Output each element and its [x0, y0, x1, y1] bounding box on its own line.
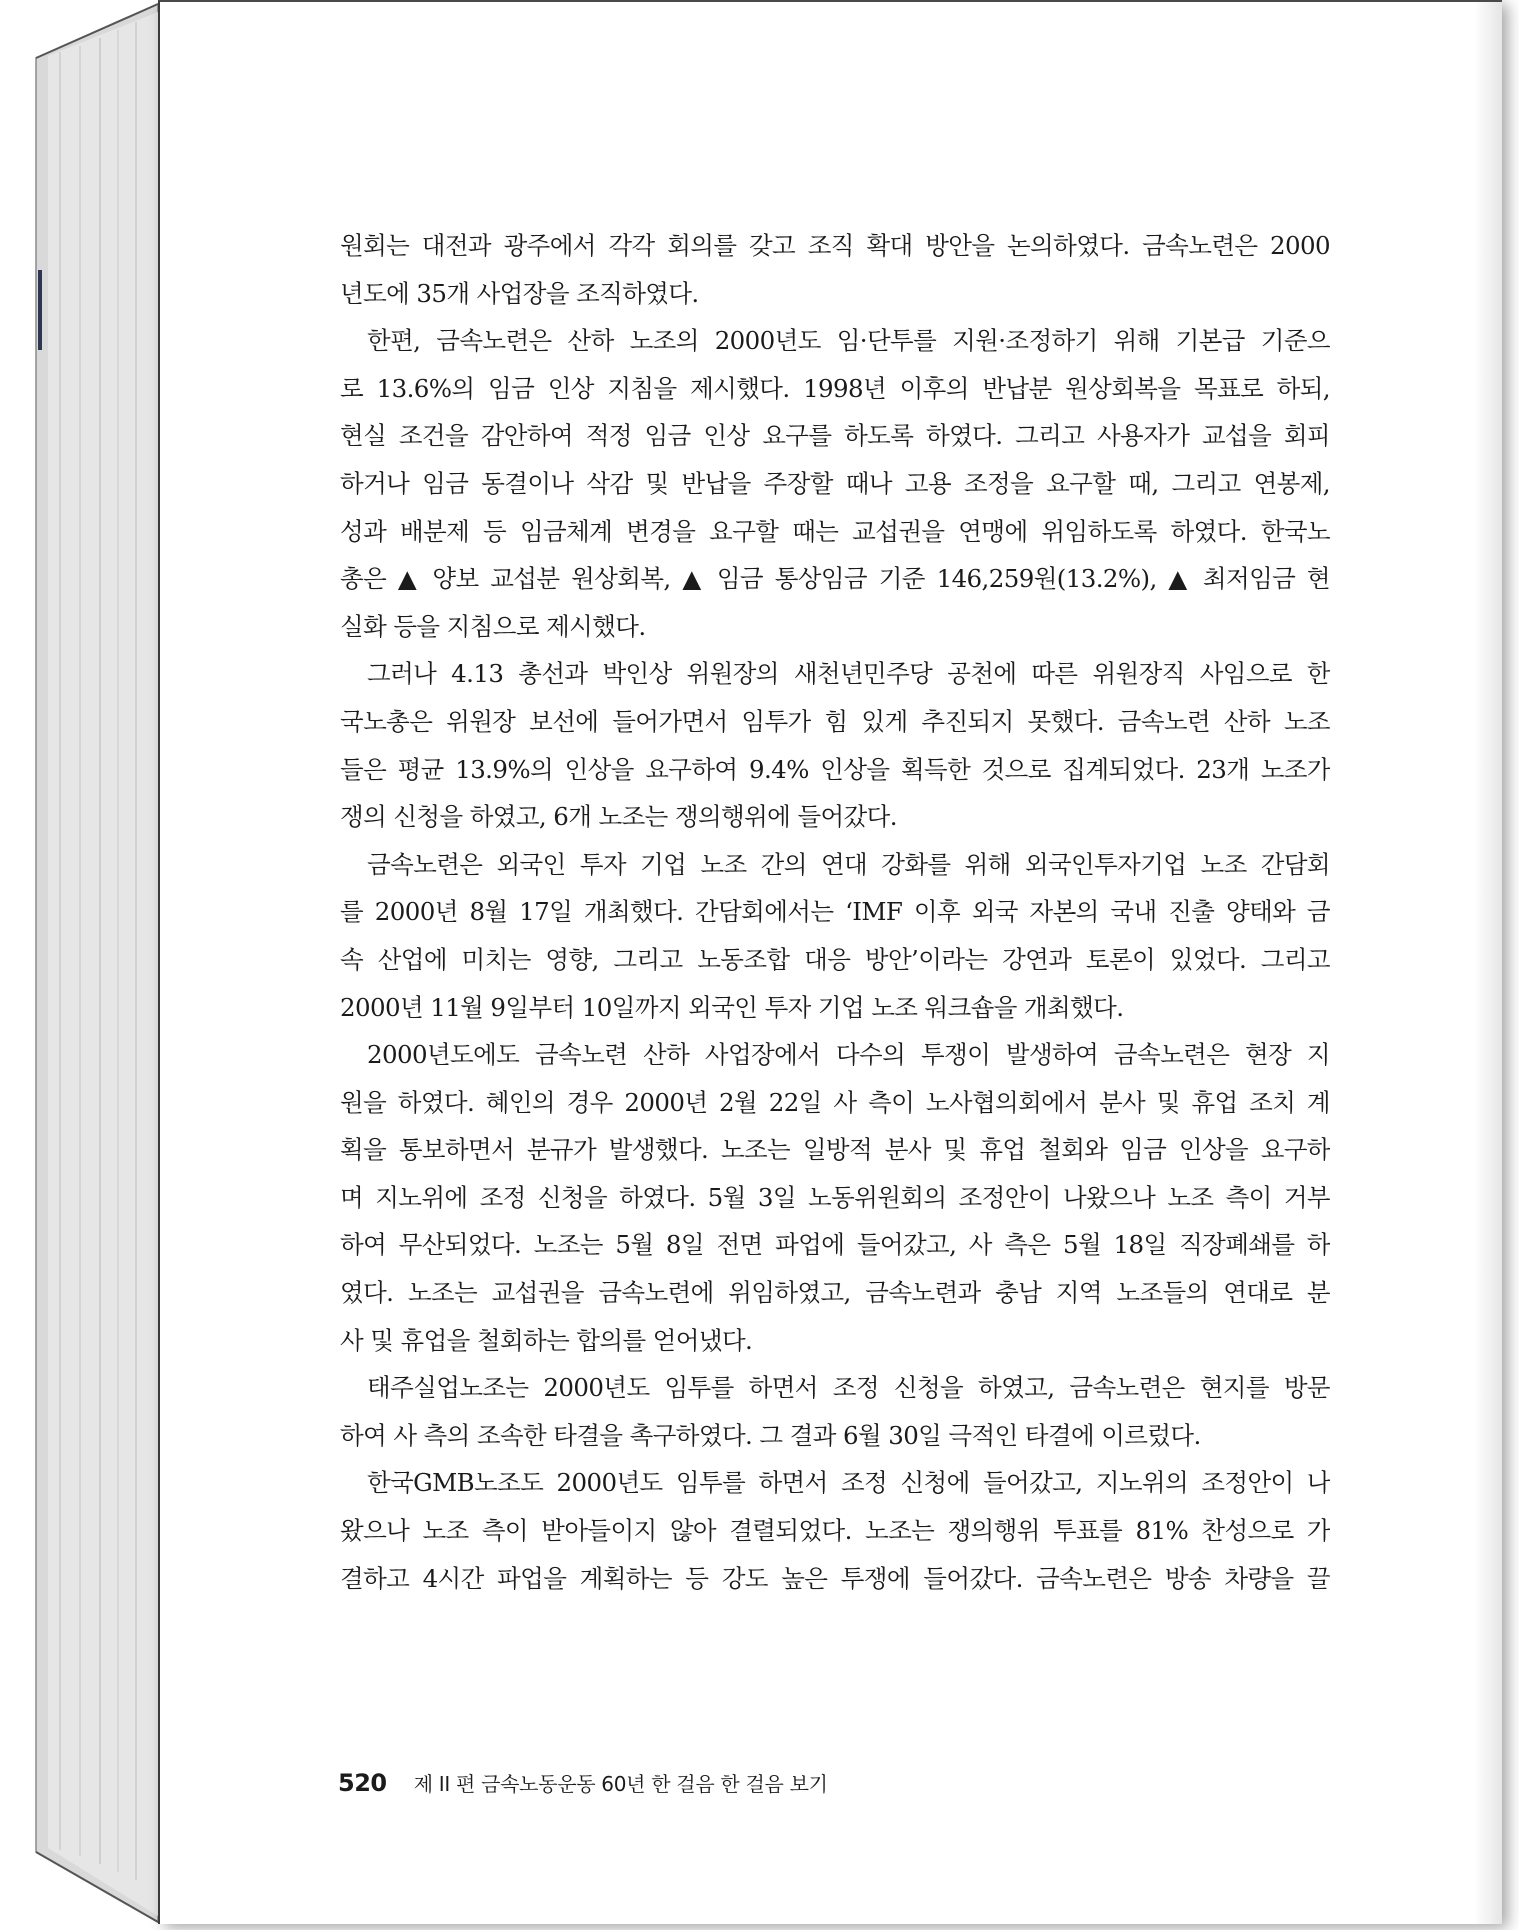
text-line: 하여 사 측의 조속한 타결을 촉구하였다. 그 결과 6월 30일 극적인 타결에 이르렀다. — [340, 1420, 1201, 1450]
text-line: 총은 ▲ 양보 교섭분 원상회복, ▲ 임금 통상임금 기준 146,259원(13.2%), ▲ 최저임금 현 — [340, 564, 1330, 594]
page-number: 520 — [338, 1769, 387, 1797]
text-line: 로 13.6%의 임금 인상 지침을 제시했다. 1998년 이후의 반납분 원상회복을 목표로 하되, — [340, 373, 1330, 403]
text-line: 실화 등을 지침으로 제시했다. — [340, 611, 646, 641]
page-edges-graphic — [0, 0, 170, 1926]
text-line: 그러나 4.13 총선과 박인상 위원장의 새천년민주당 공천에 따른 위원장직 사임으로 한 — [367, 659, 1330, 689]
text-line: 성과 배분제 등 임금체계 변경을 요구할 때는 교섭권을 연맹에 위임하도록 하였다. 한국노 — [340, 516, 1330, 546]
text-line: 원을 하였다. 혜인의 경우 2000년 2월 22일 사 측이 노사협의회에서 분사 및 휴업 조치 계 — [340, 1087, 1330, 1117]
body-text — [340, 222, 1330, 1602]
text-line: 하여 무산되었다. 노조는 5월 8일 전면 파업에 들어갔고, 사 측은 5월 18일 직장폐쇄를 하 — [340, 1230, 1330, 1260]
text-line: 태주실업노조는 2000년도 임투를 하면서 조정 신청을 하였고, 금속노련은 현지를 방문 — [367, 1373, 1330, 1403]
book-page-edges — [0, 0, 170, 1926]
text-line: 였다. 노조는 교섭권을 금속노련에 위임하였고, 금속노련과 충남 지역 노조들의 연대로 분 — [340, 1278, 1330, 1308]
text-line: 결하고 4시간 파업을 계획하는 등 강도 높은 투쟁에 들어갔다. 금속노련은 방송 차량을 끌 — [340, 1563, 1330, 1593]
text-line: 하거나 임금 동결이나 삭감 및 반납을 주장할 때나 고용 조정을 요구할 때, 그리고 연봉제, — [340, 468, 1330, 498]
text-line: 2000년도에도 금속노련 산하 사업장에서 다수의 투쟁이 발생하여 금속노련은 현장 지 — [367, 1040, 1330, 1070]
text-line: 들은 평균 13.9%의 인상을 요구하여 9.4% 인상을 획득한 것으로 집계되었다. 23개 노조가 — [340, 754, 1330, 784]
running-head: 제 II 편 금속노동운동 60년 한 걸음 한 걸음 보기 — [413, 1772, 828, 1796]
text-line: 원회는 대전과 광주에서 각각 회의를 갖고 조직 확대 방안을 논의하였다. 금속노련은 2000 — [340, 231, 1330, 260]
text-line: 한국GMB노조도 2000년도 임투를 하면서 조정 신청에 들어갔고, 지노위의 조정안이 나 — [367, 1468, 1330, 1498]
text-line: 를 2000년 8월 17일 개최했다. 간담회에서는 ‘IMF 이후 외국 자본의 국내 진출 양태와 금 — [340, 897, 1330, 927]
text-line: 며 지노위에 조정 신청을 하였다. 5월 3일 노동위원회의 조정안이 나왔으나 노조 측이 거부 — [340, 1182, 1330, 1212]
text-line: 사 및 휴업을 철회하는 합의를 얻어냈다. — [340, 1325, 753, 1355]
text-line: 획을 통보하면서 분규가 발생했다. 노조는 일방적 분사 및 휴업 철회와 임금 인상을 요구하 — [340, 1135, 1330, 1165]
text-line: 년도에 35개 사업장을 조직하였다. — [340, 278, 699, 308]
text-line: 속 산업에 미치는 영향, 그리고 노동조합 대응 방안’이라는 강연과 토론이 있었다. 그리고 — [340, 944, 1330, 974]
page-footer — [338, 1768, 828, 1797]
text-line: 현실 조건을 감안하여 적정 임금 인상 요구를 하도록 하였다. 그리고 사용자가 교섭을 회피 — [340, 421, 1330, 451]
text-line: 왔으나 노조 측이 받아들이지 않아 결렬되었다. 노조는 쟁의행위 투표를 81% 찬성으로 가 — [340, 1516, 1330, 1546]
text-line: 국노총은 위원장 보선에 들어가면서 임투가 힘 있게 추진되지 못했다. 금속노련 산하 노조 — [340, 706, 1330, 736]
text-line: 2000년 11월 9일부터 10일까지 외국인 투자 기업 노조 워크숍을 개최했다. — [340, 992, 1124, 1022]
text-line: 한편, 금속노련은 산하 노조의 2000년도 임·단투를 지원·조정하기 위해 기본급 기준으 — [367, 326, 1330, 356]
text-line: 쟁의 신청을 하였고, 6개 노조는 쟁의행위에 들어갔다. — [340, 802, 897, 832]
text-line: 금속노련은 외국인 투자 기업 노조 간의 연대 강화를 위해 외국인투자기업 노조 간담회 — [367, 849, 1330, 879]
page-gutter-shadow — [1474, 2, 1502, 1924]
